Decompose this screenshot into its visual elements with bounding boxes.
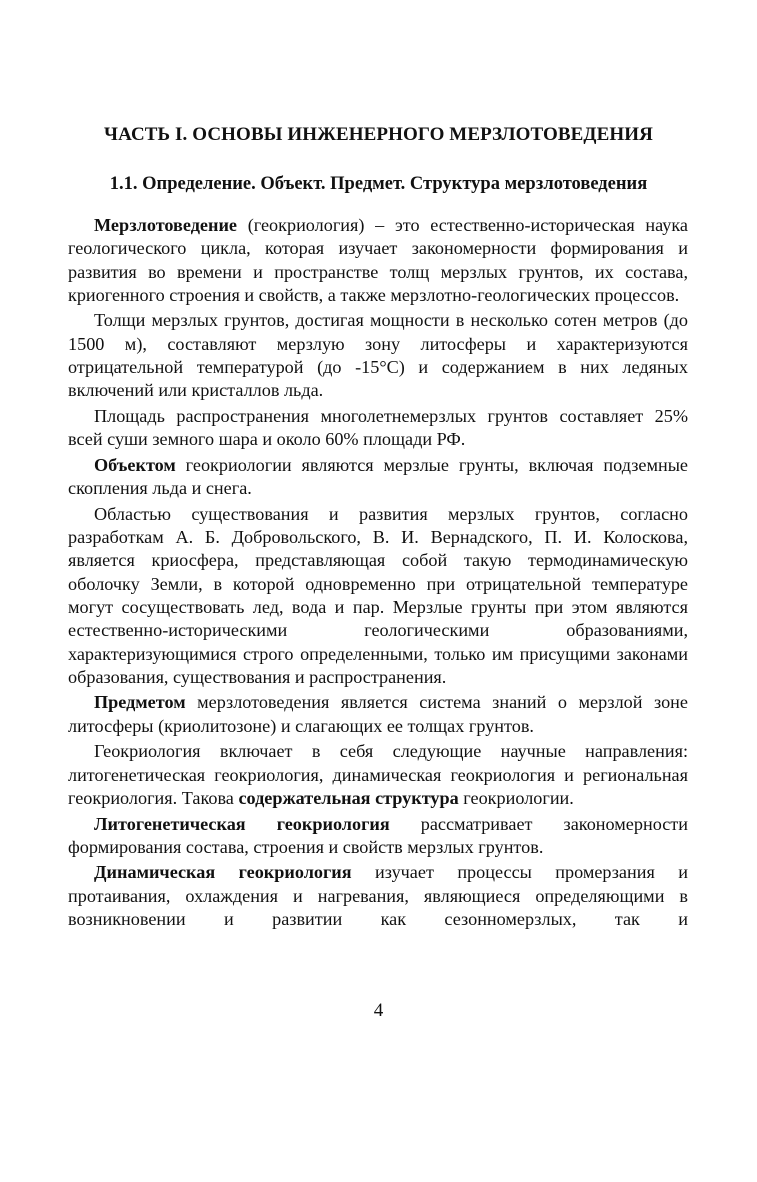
paragraph [68, 861, 688, 931]
paragraph [68, 309, 688, 402]
body-text [68, 214, 688, 931]
term-bold: Динамическая геокриология [94, 862, 352, 883]
part-title: ЧАСТЬ I. ОСНОВЫ ИНЖЕНЕРНОГО МЕРЗЛОТОВЕДЕНИЯ [104, 124, 653, 145]
paragraph [68, 740, 688, 810]
paragraph-text: Площадь распространения многолетнемерзлых грунтов составляет 25% всей суши земного шара и около 60% площади РФ. [68, 405, 688, 450]
paragraph [68, 813, 688, 860]
paragraph-text: геокриологии являются мерзлые грунты, включая подземные скопления льда и снега. [68, 454, 688, 499]
paragraph-text: геокриологии. [458, 787, 574, 808]
term-bold: Объектом [94, 454, 176, 475]
paragraph-text: Геокриология включает в себя следующие научные направления: литогенетическая геокриология, динамическая геокриология и региональная геокриология. Такова [68, 741, 688, 808]
paragraph [68, 454, 688, 501]
term-bold: Мерзлотоведение [94, 215, 237, 235]
paragraph [68, 691, 688, 738]
page-number: 4 [373, 1000, 384, 1021]
paragraph-text: мерзлотоведения является система знаний о мерзлой зоне литосферы (криолитозоне) и слагающих ее толщах грунтов. [68, 692, 688, 736]
term-bold: Предметом [94, 692, 186, 713]
term-bold: содержательная структура [238, 787, 459, 808]
paragraph [68, 503, 688, 689]
section-title: 1.1. Определение. Объект. Предмет. Структура мерзлотоведения [109, 174, 648, 194]
term-bold: Литогенетическая геокриология [94, 813, 390, 834]
paragraph-text: рассматривает закономерности формирования состава, строения и свойств мерзлых грунтов. [68, 813, 688, 857]
paragraph-text: Областью существования и развития мерзлых грунтов, согласно разработкам А. Б. Добровольского, В. И. Вернадского, П. И. Колоскова, является криосфера, представляющая собой такую термодинамическую оболочку Земли, в которой одновременно при отрицательной температуре могут сосуществовать лед, вода и пар. Мерзлые грунты при этом являются естественно-историческими геологическими образованиями, характеризующимися строго определенными, только им присущими законами образования, существования и распространения. [68, 503, 688, 687]
paragraph [68, 405, 688, 452]
paragraph-text: изучает процессы промерзания и протаивания, охлаждения и нагревания, являющиеся определяющими в возникновении и развитии как сезонномерзлых, так и [68, 862, 688, 929]
paragraph [68, 214, 688, 307]
paragraph-text: Толщи мерзлых грунтов, достигая мощности в несколько сотен метров (до 1500 м), составляют мерзлую зону литосферы и характеризуются отрицательной температурой (до -15°С) и содержанием в них ледяных включений или кристаллов льда. [68, 310, 688, 401]
paragraph-text: (геокриология) – это естественно-историческая наука геологического цикла, которая изучает закономерности формирования и развития во времени и пространстве толщ мерзлых грунтов, их состава, криогенного строения и свойств, а также мерзлотно-геологических процессов. [68, 215, 688, 305]
